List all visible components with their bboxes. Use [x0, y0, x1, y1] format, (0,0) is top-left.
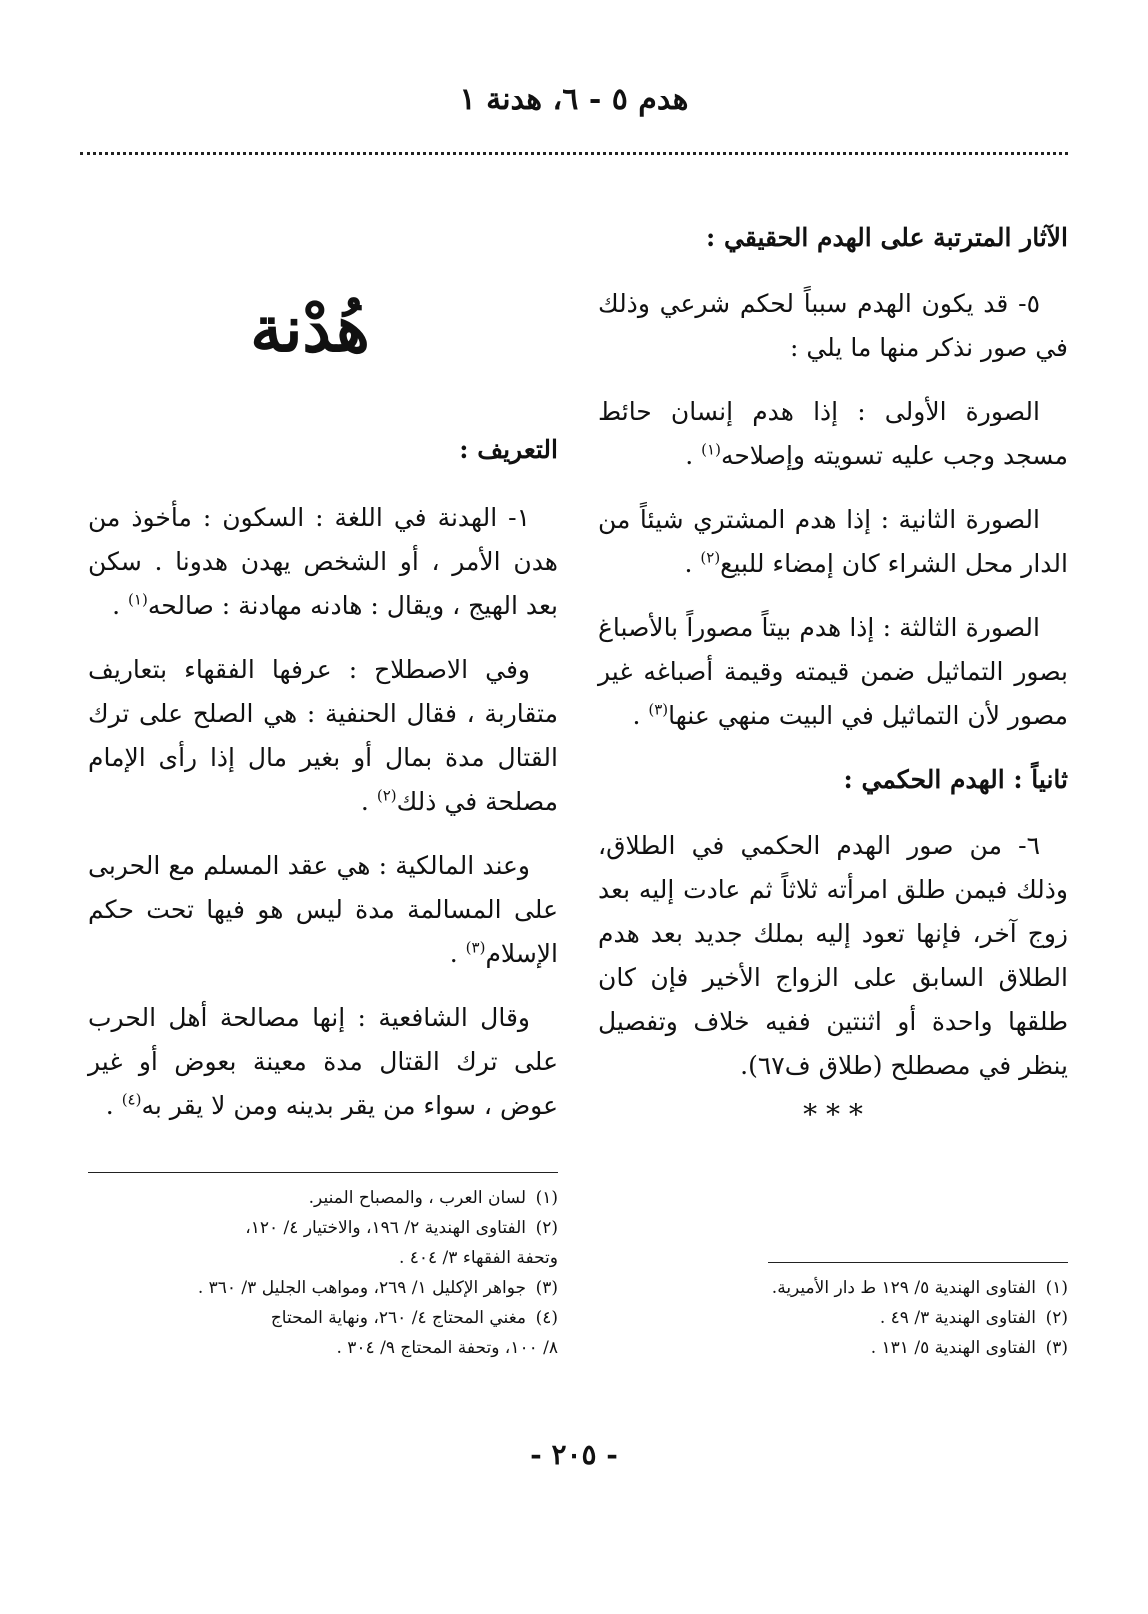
paragraph-maliki: وعند المالكية : هي عقد المسلم مع الحربى على المسالمة مدة ليس هو فيها تحت حكم الإسلام$^{(٣)}$ . [88, 851, 558, 968]
footnote: (١)لسان العرب ، والمصباح المنير. [308, 1188, 558, 1208]
footnote: (٣)الفتاوى الهندية ٥/ ١٣١ . [870, 1338, 1068, 1358]
paragraph-6: ٦- من صور الهدم الحكمي في الطلاق، وذلك فيمن طلق امرأته ثلاثاً ثم عادت إليه بعد زوج آخر، فإنها تعود إليه بملك جديد بعد هدم الطلاق السابق على الزواج الأخير فإن كان طلقها واحدة أو اثنتين ففيه خلاف وتفصيل ينظر في مصطلح (طلاق ف٦٧). [598, 831, 1068, 1080]
footnote-ref: (٤) [121, 1090, 142, 1109]
paragraph-terminology: وفي الاصطلاح : عرفها الفقهاء بتعاريف متقاربة ، فقال الحنفية : هي الصلح على ترك القتال مدة بمال أو بغير مال إذا رأى الإمام مصلحة في ذلك$^{(٢)}$ . [88, 655, 558, 816]
footnote-ref: (٣) [648, 700, 669, 719]
footnote: (٢)الفتاوى الهندية ٣/ ٤٩ . [879, 1308, 1068, 1328]
paragraph-image-2: الصورة الثانية : إذا هدم المشتري شيئاً من الدار محل الشراء كان إمضاء للبيع$^{(٢)}$ . [598, 505, 1068, 578]
section-heading-definition: التعريف : [459, 435, 558, 464]
paragraph-image-1: الصورة الأولى : إذا هدم إنسان حائط مسجد وجب عليه تسويته وإصلاحه$^{(١)}$ . [598, 397, 1068, 470]
footnote: (٣)جواهر الإكليل ١/ ٢٦٩، ومواهب الجليل ٣/ ٣٦٠ . [197, 1278, 558, 1298]
paragraph-image-3: الصورة الثالثة : إذا هدم بيتاً مصوراً بالأصباغ بصور التماثيل ضمن قيمته وقيمة أصباغه غير مصور لأن التماثيل في البيت منهي عنها$^{(٣)}$ . [598, 613, 1068, 730]
paragraph-5: ٥- قد يكون الهدم سبباً لحكم شرعي وذلك في صور نذكر منها ما يلي : [598, 289, 1068, 362]
footnote-ref: (٣) [465, 938, 486, 957]
footnote-continuation: ٨/ ١٠٠، وتحفة المحتاج ٩/ ٣٠٤ . [336, 1338, 558, 1358]
footnote: (٤)مغني المحتاج ٤/ ٢٦٠، ونهاية المحتاج [270, 1308, 558, 1328]
section-heading-effects: الآثار المترتبة على الهدم الحقيقي : [706, 223, 1068, 252]
page-header: هدم ٥ - ٦، هدنة ١ [459, 82, 689, 117]
footnote-ref: (٢) [700, 548, 721, 567]
page-number: - ٢٠٥ - [530, 1438, 618, 1471]
footnote: (١)الفتاوى الهندية ٥/ ١٢٩ ط دار الأميرية. [771, 1278, 1068, 1298]
paragraph-shafii: وقال الشافعية : إنها مصالحة أهل الحرب على ترك القتال مدة معينة بعوض أو غير عوض ، سواء من يقر بدينه ومن لا يقر به$^{(٤)}$ . [88, 1003, 558, 1120]
footnote-ref: (٢) [376, 786, 397, 805]
section-heading-legal-demolition: ثانياً : الهدم الحكمي : [843, 765, 1068, 794]
footnote-rule [768, 1262, 1068, 1263]
left-footnotes [88, 1172, 558, 1363]
right-footnotes [598, 1262, 1068, 1363]
entry-title: هُدْنة [250, 292, 370, 367]
footnote-ref: (١) [128, 590, 148, 609]
section-separator-stars: * * * [803, 1098, 863, 1131]
paragraph-1: ١- الهدنة في اللغة : السكون : مأخوذ من هدن الأمر ، أو الشخص يهدن هدونا . سكن بعد الهيج ، ويقال : هادنه مهادنة : صالحه$^{(١)}$ . [88, 503, 558, 620]
footnote: (٢)الفتاوى الهندية ٢/ ١٩٦، والاختيار ٤/ ١٢٠، [245, 1218, 558, 1238]
header-dotted-rule [80, 152, 1068, 155]
footnote-continuation: وتحفة الفقهاء ٣/ ٤٠٤ . [398, 1248, 558, 1268]
footnote-rule [88, 1172, 558, 1173]
footnote-ref: (١) [701, 440, 721, 459]
